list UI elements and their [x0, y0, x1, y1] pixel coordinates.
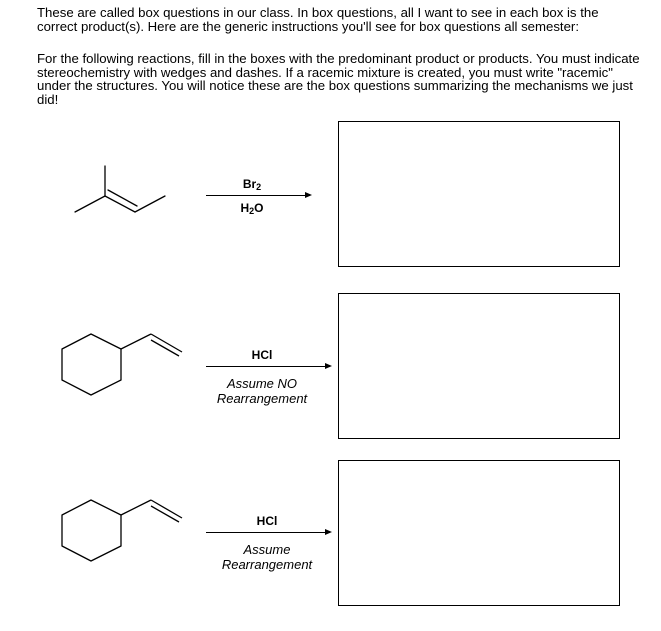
- condition-2-line2: Rearrangement: [216, 391, 308, 406]
- answer-box-1[interactable]: [338, 121, 620, 267]
- reagent-br2: $Br_2$: [242, 177, 262, 192]
- reagent-hcl-2: HCl: [251, 348, 273, 362]
- condition-3-line2: Rearrangement: [221, 557, 313, 572]
- condition-2-line1: Assume NO: [226, 376, 298, 391]
- condition-3: [207, 542, 327, 572]
- reaction-arrow-3: [206, 532, 330, 533]
- instructions-paragraph: For the following reactions, fill in the boxes with the predominant product or products. You must indicate stereochemistry with wedges and dashes. If a racemic mixture is created, you must write "racemic" under the structures. You will notice these are the box questions summarizing the mechanisms we just did!: [37, 51, 640, 107]
- reagent-hcl-3: HCl: [256, 514, 278, 528]
- vinylcyclohexane-structure-3: [58, 494, 188, 566]
- reagent-h2o: $H_2O$: [240, 201, 264, 216]
- condition-3-line1: Assume: [243, 542, 291, 557]
- condition-2: [202, 376, 322, 406]
- alkene-structure-1: [70, 160, 180, 220]
- answer-box-2[interactable]: [338, 293, 620, 439]
- answer-box-3[interactable]: [338, 460, 620, 606]
- vinylcyclohexane-structure-2: [58, 328, 188, 400]
- intro-paragraph: These are called box questions in our class. In box questions, all I want to see in each box is the correct product(s). Here are the generic instructions you'll see for box questions all semester:: [37, 5, 599, 34]
- reaction-arrow-2: [206, 366, 330, 367]
- reaction-arrow-1: [206, 195, 310, 196]
